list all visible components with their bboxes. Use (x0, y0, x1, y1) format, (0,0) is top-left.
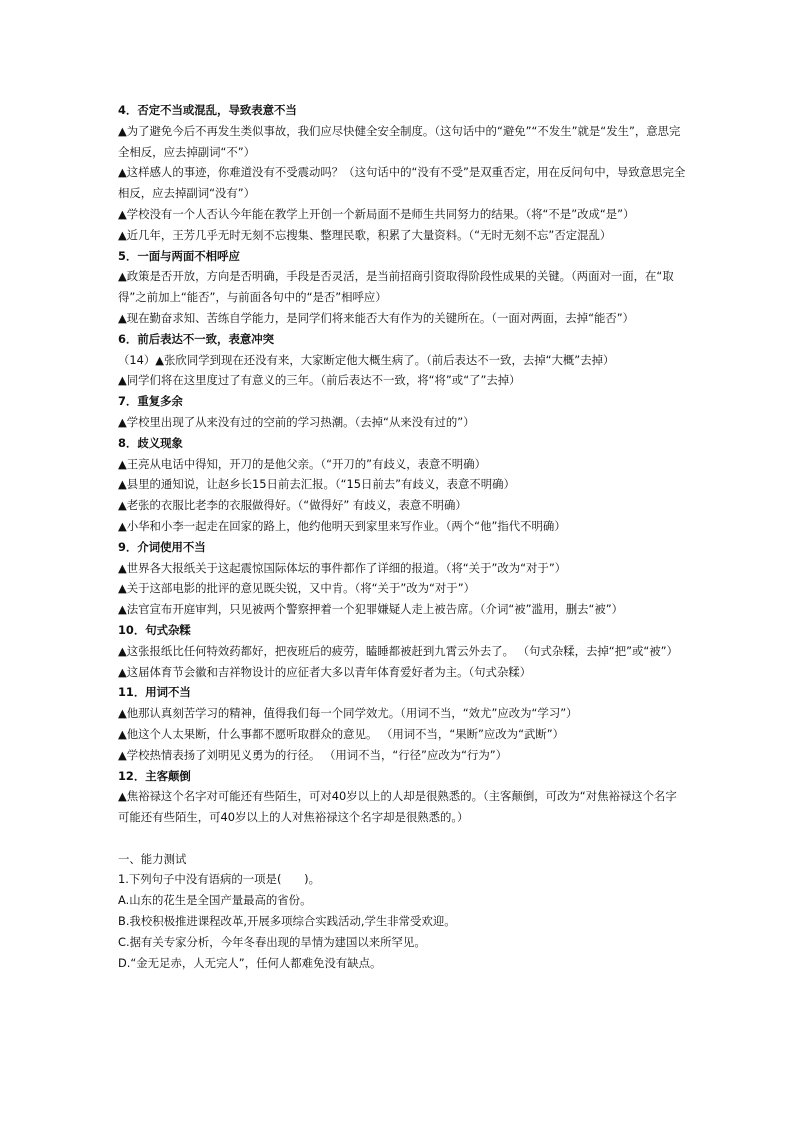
section-heading-11: 11．用词不当 (118, 685, 191, 700)
section-heading-5: 5．一面与两面不相呼应 (118, 248, 240, 263)
example-item: ▲王亮从电话中得知，开刀的是他父亲。（“开刀的”有歧义，表意不明确） (118, 456, 486, 471)
example-item: ▲他这个人太果断，什么事都不愿听取群众的意见。 （用词不当，“果断”应改为“武断”） (118, 726, 565, 741)
section-heading-4: 4．否定不当或混乱，导致表意不当 (118, 103, 297, 117)
example-item: ▲同学们将在这里度过了有意义的三年。（前后表达不一致，将“将”或“了”去掉） (118, 373, 521, 388)
example-item: ▲近几年，王芳几乎无时无刻不忘搜集、整理民歌，积累了大量资料。（“无时无刻不忘”否定混乱） (118, 227, 612, 242)
example-item: ▲现在勤奋求知、苦练自学能力，是同学们将来能否大有作为的关键所在。（一面对两面，去掉“能否”） (118, 310, 635, 325)
example-item: ▲这样感人的事迹，你难道没有不受震动吗？（这句话中的“没有不受”是双重否定，用在反问句中，导致意思完全相反，应去掉副词“没有”） (118, 165, 686, 201)
example-item: （14）▲张欣同学到现在还没有来，大家断定他大概生病了。（前后表达不一致，去掉“大概”去掉） (118, 352, 615, 367)
example-item: ▲关于这部电影的批评的意见既尖锐，又中肯。（将“关于”改为“对于”） (118, 581, 475, 596)
example-item: ▲这张报纸比任何特效药都好，把夜班后的疲劳，瞌睡都被赶到九霄云外去了。 （句式杂糅，去掉“把”或“被”） (118, 643, 678, 658)
example-item: ▲这届体育节会徽和吉祥物设计的应征者大多以青年体育爱好者为主。（句式杂糅） (118, 664, 532, 679)
example-item: ▲他那认真刻苦学习的精神，值得我们每一个同学效尤。（用词不当，“效尤”应改为“学习”） (118, 706, 578, 721)
example-item: ▲老张的衣服比老李的衣服做得好。（“做得好” 有歧义，表意不明确） (118, 498, 467, 513)
section-heading-10: 10．句式杂糅 (118, 622, 191, 637)
section-heading-9: 9．介词使用不当 (118, 539, 206, 554)
question-stem: 1.下列句子中没有语病的一项是( )。 (118, 872, 321, 887)
answer-option-b: B.我校积极推进课程改革,开展多项综合实践活动,学生非常受欢迎。 (118, 914, 456, 929)
spacer (118, 828, 688, 849)
example-item: ▲世界各大报纸关于这起震惊国际体坛的事件都作了详细的报道。（将“关于”改为“对于”） (118, 560, 567, 575)
test-section-heading: 一、能力测试 (118, 851, 187, 866)
section-heading-7: 7．重复多余 (118, 394, 183, 409)
answer-option-a: A.山东的花生是全国产量最高的省份。 (118, 893, 312, 908)
example-item: ▲为了避免今后不再发生类似事故，我们应尽快健全安全制度。（这句话中的“避免”“不发生”就是“发生”，意思完全相反，应去掉副词“不”） (118, 123, 681, 159)
example-item: ▲政策是否开放，方向是否明确，手段是否灵活，是当前招商引资取得阶段性成果的关键。（两面对一面，在“取得”之前加上“能否”，与前面各句中的“是否”相呼应） (118, 269, 674, 305)
example-item: ▲学校热情表扬了刘明见义勇为的行径。 （用词不当，“行径”应改为“行为”） (118, 747, 508, 762)
example-item: ▲县里的通知说，让赵乡长15日前去汇报。（“15日前去”有歧义，表意不明确） (118, 477, 515, 492)
example-item: ▲学校里出现了从来没有过的空前的学习热潮。（去掉“从来没有过的”） (118, 414, 475, 429)
section-heading-6: 6．前后表达不一致，表意冲突 (118, 331, 275, 346)
answer-option-d: D.“金无足赤，人无完人”，任何人都难免没有缺点。 (118, 955, 382, 970)
example-item: ▲法官宣布开庭审判，只见被两个警察押着一个犯罪嫌疑人走上被告席。（介词“被”滥用，删去“被”） (118, 602, 624, 617)
example-item: ▲焦裕禄这个名字对可能还有些陌生，可对40岁以上的人却是很熟悉的。（主客颠倒，可改为“对焦裕禄这个名字可能还有些陌生，可40岁以上的人对焦裕禄这个名字却是很熟悉的。） (118, 789, 677, 825)
example-item: ▲小华和小李一起走在回家的路上，他约他明天到家里来写作业。（两个“他”指代不明确） (118, 518, 566, 533)
example-item: ▲学校没有一个人否认今年能在教学上开创一个新局面不是师生共同努力的结果。（将“不是”改成“是”） (118, 206, 635, 221)
document-page (118, 100, 688, 973)
section-heading-12: 12．主客颠倒 (118, 768, 191, 783)
answer-option-c: C.据有关专家分析，今年冬春出现的旱情为建国以来所罕见。 (118, 934, 426, 949)
section-heading-8: 8．歧义现象 (118, 435, 183, 450)
